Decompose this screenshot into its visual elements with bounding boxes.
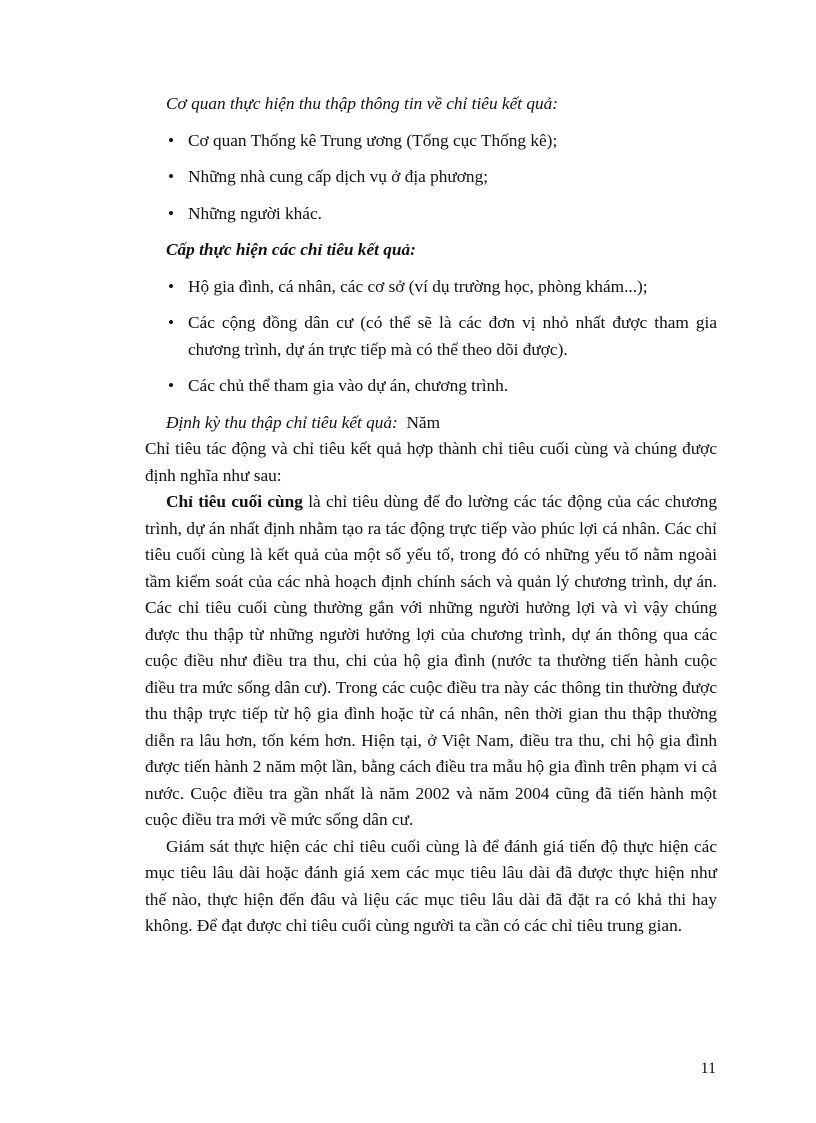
paragraph-final-indicator: Chỉ tiêu cuối cùng là chỉ tiêu dùng để đo lường các tác động của các chương trình, dự án nhất định nhằm tạo ra tác động trực tiếp vào phúc lợi cá nhân. Các chỉ tiêu cuối cùng là kết quả của một số yếu tố, trong đó có những yếu tố nằm ngoài tầm kiểm soát của các nhà hoạch định chính sách và quản lý chương trình, dự án. Các chỉ tiêu cuối cùng thường gắn với những người hưởng lợi và vì vậy chúng được thu thập từ những người hưởng lợi của chương trình, dự án thông qua các cuộc điều như điều tra thu, chi của hộ gia đình (nước ta thường tiến hành cuộc điều tra mức sống dân cư). Trong các cuộc điều tra này các thông tin thường được thu thập trực tiếp từ hộ gia đình hoặc từ cá nhân, nên thời gian thu thập thường diễn ra lâu hơn, tốn kém hơn. Hiện tại, ở Việt Nam, điều tra thu, chi hộ gia đình được tiến hành 2 năm một lần, bằng cách điều tra mẫu hộ gia đình trên phạm vi cả nước. Cuộc điều tra gần nhất là năm 2002 và năm 2004 cũng đã tiến hành một cuộc điều tra mới về mức sống dân cư. [145, 492, 717, 829]
bullet-icon: • [168, 130, 175, 150]
bullet-icon: • [168, 276, 175, 296]
list-item: • Những nhà cung cấp dịch vụ ở địa phương; [167, 164, 717, 191]
list-item: • Hộ gia đình, cá nhân, các cơ sở (ví dụ trường học, phòng khám...); [167, 274, 717, 301]
term-final-indicator: Chỉ tiêu cuối cùng [166, 492, 303, 511]
list-item: • Cơ quan Thống kê Trung ương (Tổng cục Thống kê); [167, 128, 717, 155]
page-content [145, 91, 717, 940]
paragraph-intro: Chỉ tiêu tác động và chỉ tiêu kết quả hợp thành chỉ tiêu cuối cùng và chúng được định nghĩa như sau: [145, 439, 717, 485]
implementation-level-list [167, 274, 717, 400]
page-number: 11 [700, 1060, 716, 1077]
bullet-icon: • [168, 167, 175, 186]
section-heading-implementation-level: Cấp thực hiện các chỉ tiêu kết quả: [166, 240, 416, 259]
list-item: • Các chủ thể tham gia vào dự án, chương trình. [167, 373, 717, 400]
paragraph-monitoring: Giám sát thực hiện các chỉ tiêu cuối cùng là để đánh giá tiến độ thực hiện các mục tiêu lâu dài hoặc đánh giá xem các mục tiêu lâu dài đã được thực hiện như thế nào, thực hiện đến đâu và liệu các mục tiêu lâu dài đã đặt ra có khả thi hay không. Để đạt được chỉ tiêu cuối cùng người ta cần có các chỉ tiêu trung gian. [145, 836, 717, 935]
list-item: • Các cộng đồng dân cư (có thể sẽ là các đơn vị nhỏ nhất được tham gia chương trình, dự án trực tiếp mà có thể theo dõi được). [167, 310, 717, 363]
frequency-value: Năm [406, 412, 441, 432]
section-heading-collection-agencies: Cơ quan thực hiện thu thập thông tin về chỉ tiêu kết quả: [166, 94, 559, 113]
frequency-label: Định kỳ thu thập chỉ tiêu kết quả: [166, 412, 398, 432]
bullet-icon: • [168, 376, 175, 395]
bullet-icon: • [168, 313, 175, 332]
collection-agencies-list [167, 128, 717, 228]
bullet-icon: • [168, 203, 175, 223]
collection-frequency [166, 410, 717, 437]
list-item: • Những người khác. [167, 201, 717, 228]
